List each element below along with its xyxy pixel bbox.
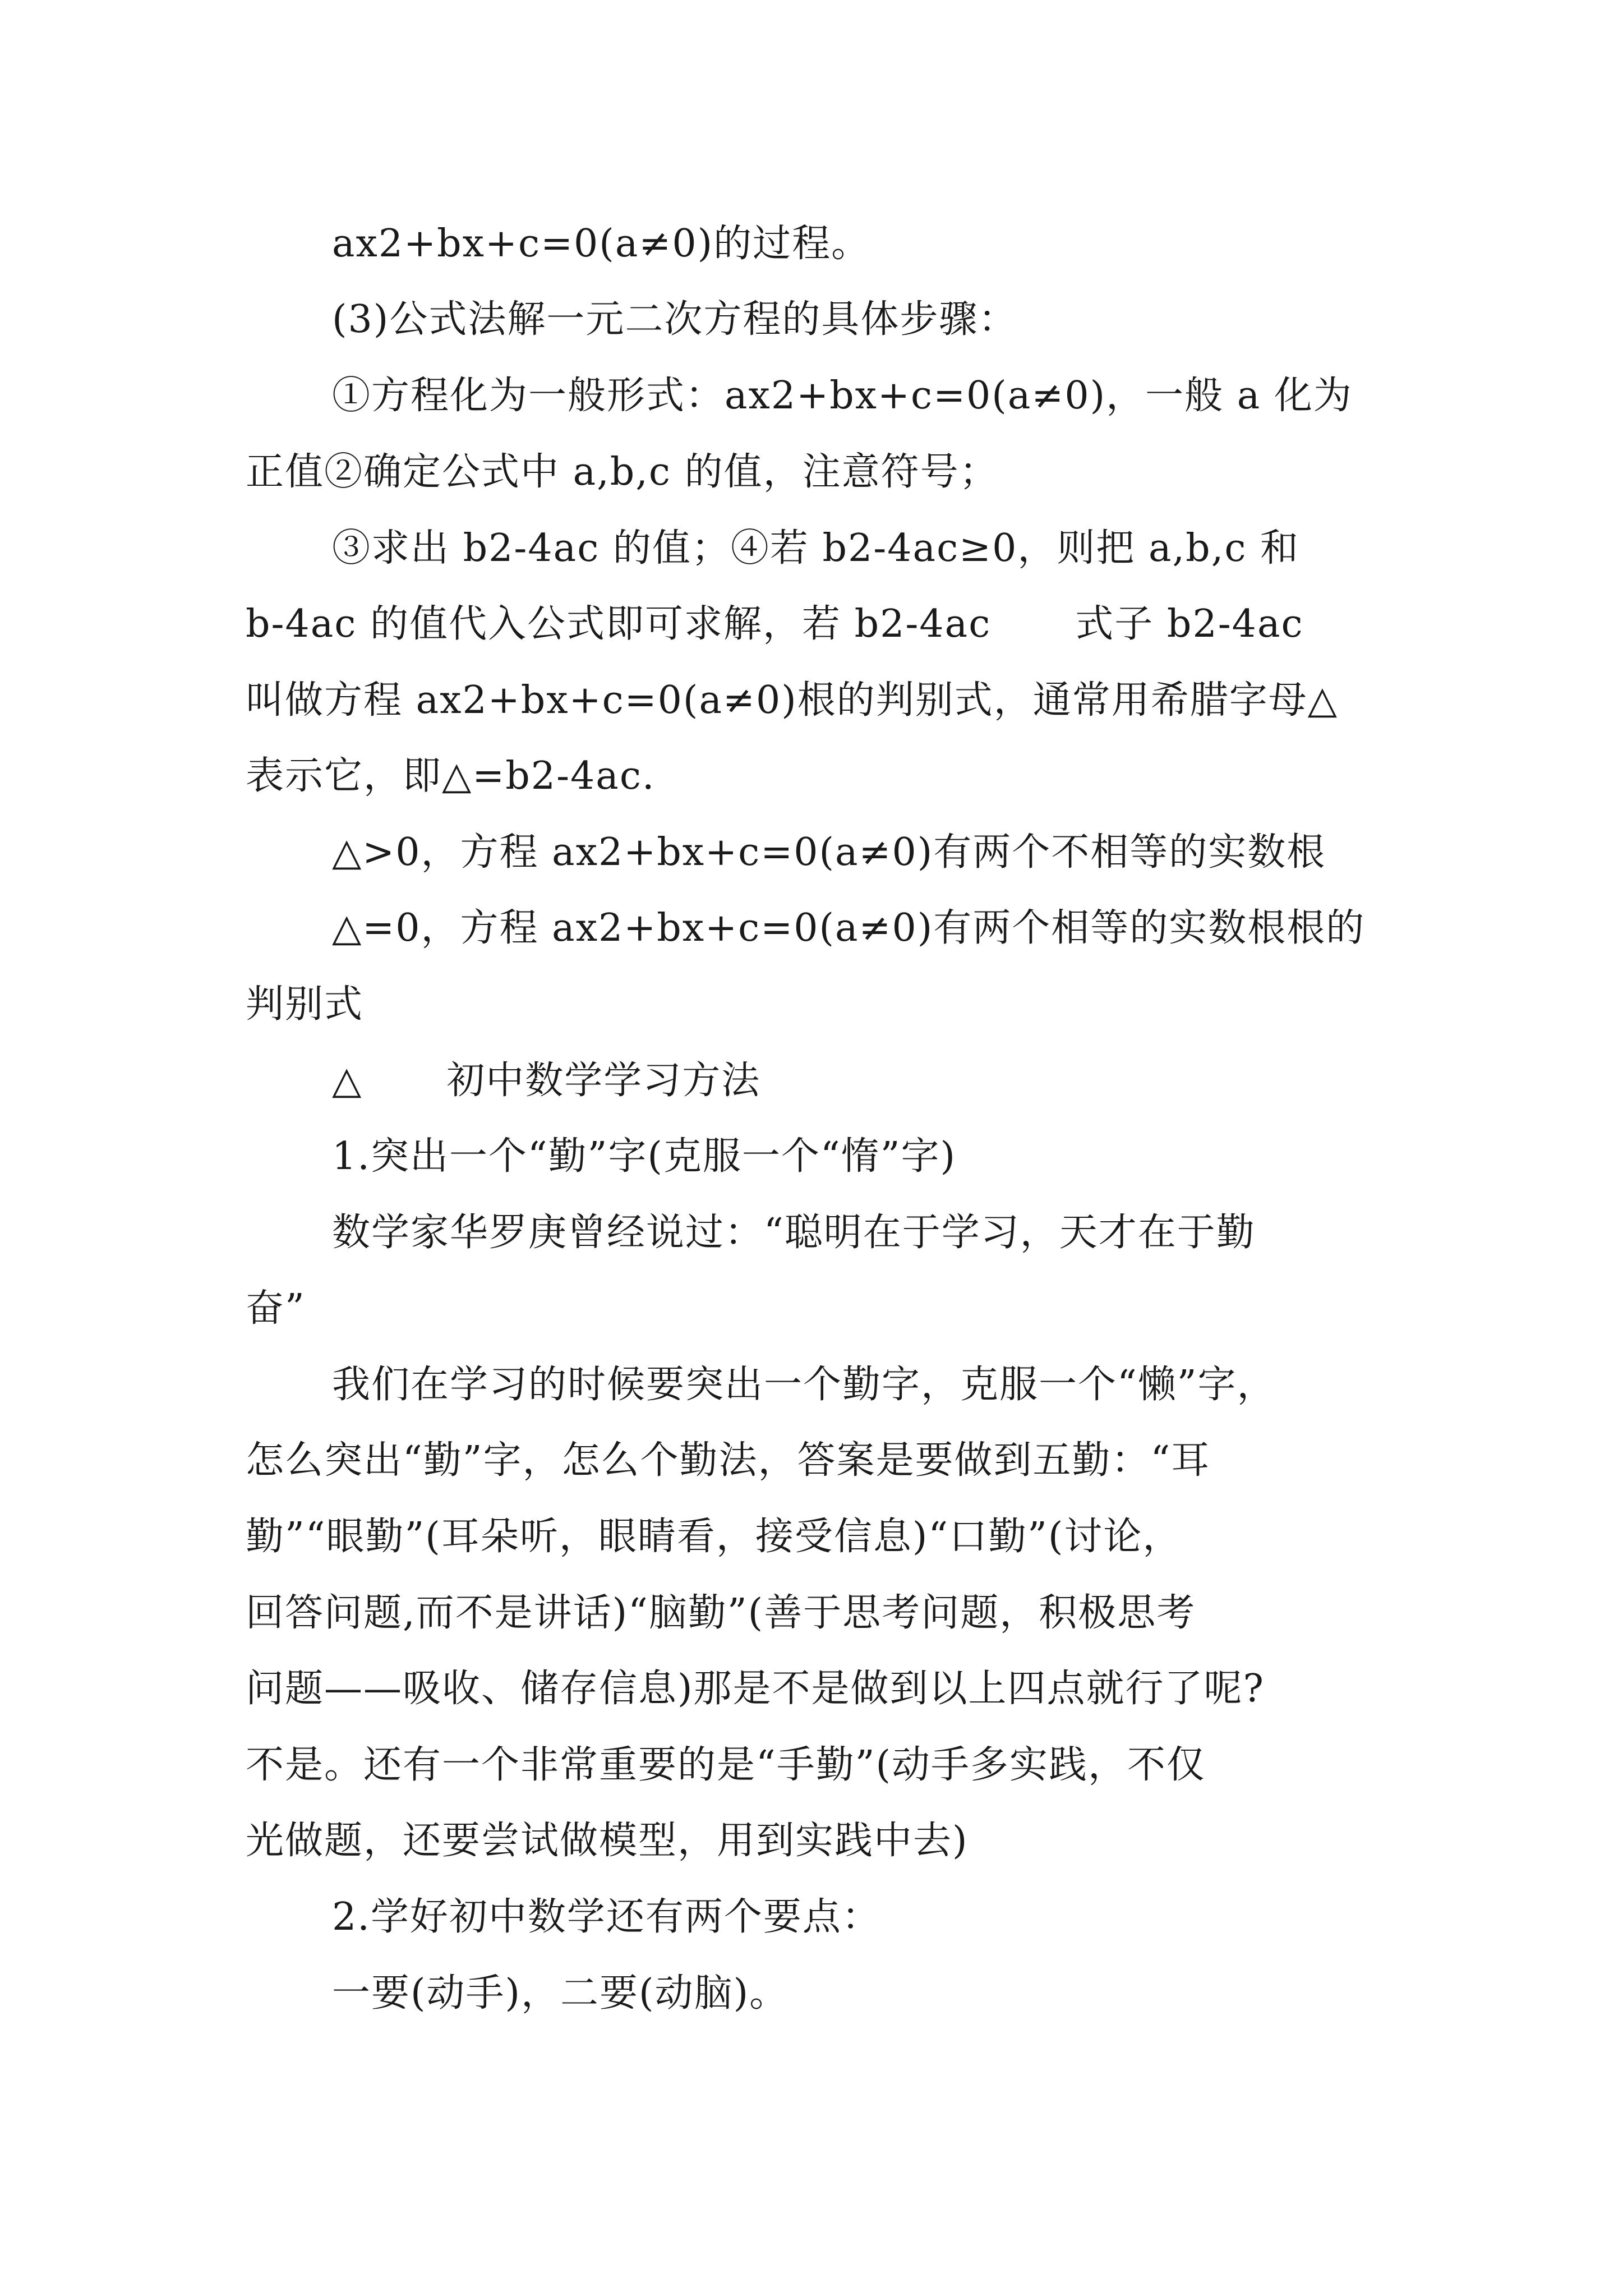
- text-line: 我们在学习的时候要突出一个勤字，克服一个“懒”字，: [332, 1363, 1276, 1407]
- text-line: △=0，方程 ax2+bx+c=0(a≠0)有两个相等的实数根根的: [332, 906, 1366, 950]
- section-heading: 初中数学学习方法: [446, 1059, 761, 1103]
- text-line: 表示它，即△=b2-4ac.: [246, 754, 656, 798]
- text-line: ①方程化为一般形式：ax2+bx+c=0(a≠0)，一般 a 化为: [332, 374, 1353, 418]
- text-line: 判别式: [246, 982, 364, 1027]
- text-line: 怎么突出“勤”字，怎么个勤法，答案是要做到五勤：“耳: [246, 1438, 1211, 1483]
- text-line: 光做题，还要尝试做模型，用到实践中去): [246, 1819, 969, 1863]
- text-line: 勤”“眼勤”(耳朵听，眼睛看，接受信息)“口勤”(讨论，: [246, 1515, 1182, 1559]
- text-line: 奋”: [246, 1286, 306, 1331]
- text-segment: 式子 b2-4ac: [1075, 602, 1304, 646]
- text-line: 回答问题,而不是讲话)“脑勤”(善于思考问题，积极思考: [246, 1591, 1196, 1635]
- text-line-with-gap: [332, 1053, 760, 1109]
- text-line: 问题——吸收、储存信息)那是不是做到以上四点就行了呢?: [246, 1667, 1265, 1711]
- text-line: 2.学好初中数学还有两个要点：: [332, 1895, 881, 1939]
- text-line: 一要(动手)，二要(动脑)。: [332, 1971, 789, 2016]
- text-line-with-gap: [246, 596, 1304, 652]
- text-line: 正值②确定公式中 a,b,c 的值，注意符号；: [246, 450, 999, 494]
- text-line: ax2+bx+c=0(a≠0)的过程。: [332, 222, 871, 266]
- text-line: 叫做方程 ax2+bx+c=0(a≠0)根的判别式，通常用希腊字母△: [246, 678, 1339, 723]
- text-line: ③求出 b2-4ac 的值；④若 b2-4ac≥0，则把 a,b,c 和: [332, 526, 1300, 570]
- text-line: △>0，方程 ax2+bx+c=0(a≠0)有两个不相等的实数根: [332, 830, 1326, 875]
- text-line: 1.突出一个“勤”字(克服一个“惰”字): [332, 1134, 956, 1179]
- text-line: 数学家华罗庚曾经说过：“聪明在于学习，天才在于勤: [332, 1211, 1256, 1255]
- triangle-symbol: △: [332, 1059, 363, 1103]
- text-segment: b-4ac 的值代入公式即可求解，若 b2-4ac: [246, 602, 992, 646]
- text-line: 不是。还有一个非常重要的是“手勤”(动手多实践，不仅: [246, 1743, 1206, 1787]
- text-line: (3)公式法解一元二次方程的具体步骤：: [332, 297, 1018, 342]
